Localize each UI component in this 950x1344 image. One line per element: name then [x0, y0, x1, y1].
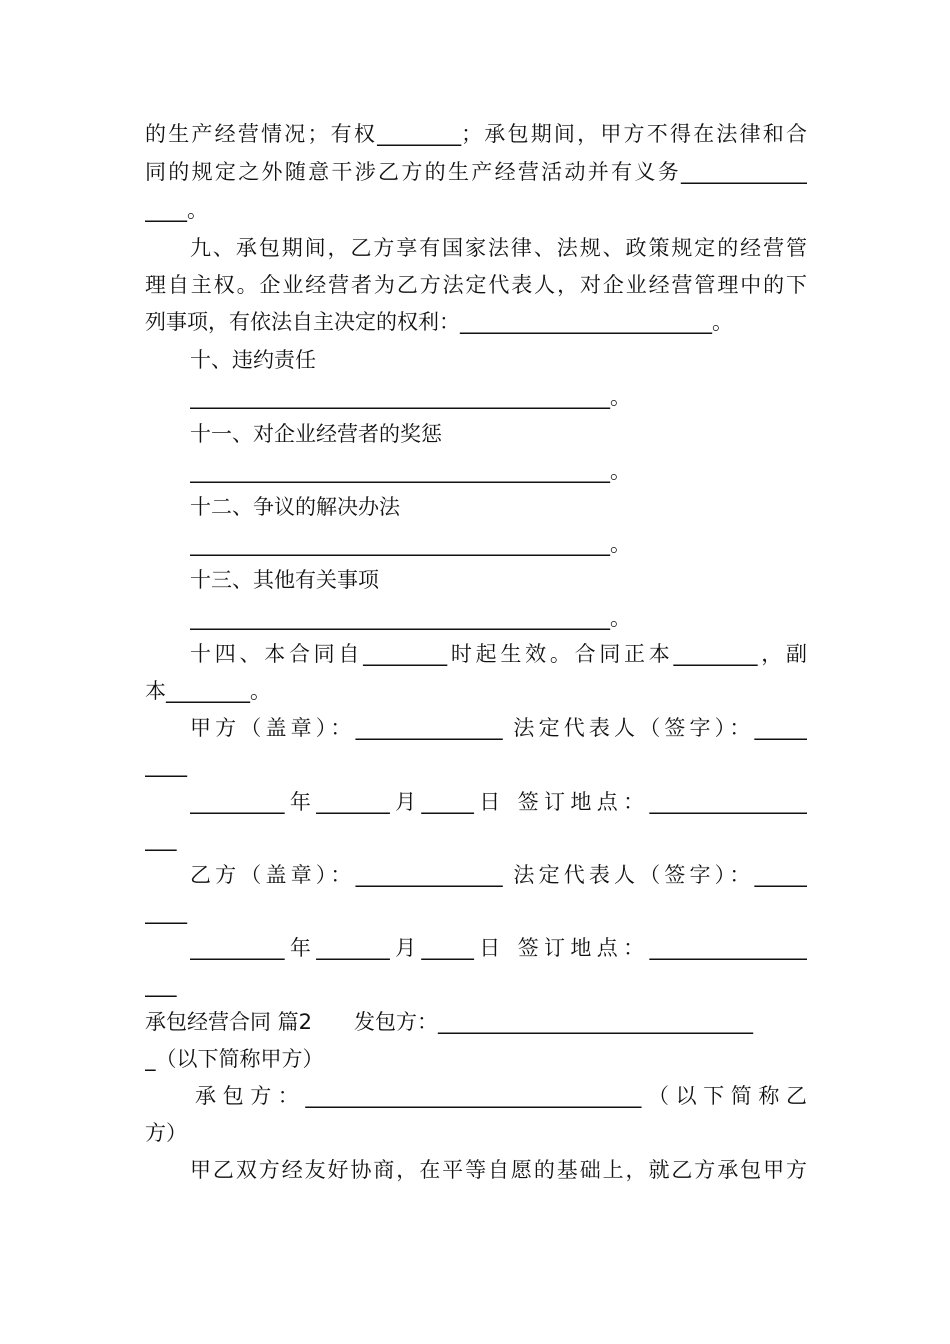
text-line: _（以下简称甲方） — [145, 1047, 324, 1071]
text-line: 本________。 — [145, 679, 271, 703]
text-line: ________________________________________。 — [190, 606, 631, 630]
date-place-line: _________年_______月_____日 签订地点：_______________ — [190, 936, 807, 960]
text-line: 九、承包期间，乙方享有国家法律、法规、政策规定的经营管 — [190, 236, 807, 260]
text-line: ___ — [145, 827, 177, 851]
text-line: ________________________________________。 — [190, 459, 631, 483]
text-line: ___ — [145, 973, 177, 997]
section-heading: 十三、其他有关事项 — [190, 568, 379, 592]
text-line: 同的规定之外随意干涉乙方的生产经营活动并有义务____________ — [145, 160, 807, 184]
text-line: 的生产经营情况；有权________；承包期间，甲方不得在法律和合 — [145, 122, 807, 146]
text-line: ________________________________________。 — [190, 385, 631, 409]
date-place-line: _________年_______月_____日 签订地点：_______________ — [190, 790, 807, 814]
section-heading: 十二、争议的解决办法 — [190, 495, 400, 519]
text-line: 甲乙双方经友好协商，在平等自愿的基础上，就乙方承包甲方 — [190, 1158, 807, 1182]
text-line: 列事项，有依法自主决定的权利：________________________。 — [145, 310, 733, 334]
text-line: ____ — [145, 900, 187, 924]
section-heading: 十、违约责任 — [190, 348, 316, 372]
signature-line: 甲方（盖章）：______________ 法定代表人（签字）：_____ — [190, 716, 807, 740]
text-line: ____ — [145, 753, 187, 777]
text-line: 承包方：________________________________（以下简称乙 — [195, 1084, 807, 1108]
text-line: ____。 — [145, 198, 208, 222]
section-heading: 十一、对企业经营者的奖惩 — [190, 422, 442, 446]
signature-line: 乙方（盖章）：______________ 法定代表人（签字）：_____ — [190, 863, 807, 887]
contract-heading: 承包经营合同 篇2 发包方：______________________________ — [145, 1010, 754, 1034]
text-line: 方） — [145, 1121, 187, 1145]
text-line: 十四、本合同自________时起生效。合同正本________，副 — [190, 642, 807, 666]
text-line: ________________________________________。 — [190, 532, 631, 556]
text-line: 理自主权。企业经营者为乙方法定代表人，对企业经营管理中的下 — [145, 273, 807, 297]
